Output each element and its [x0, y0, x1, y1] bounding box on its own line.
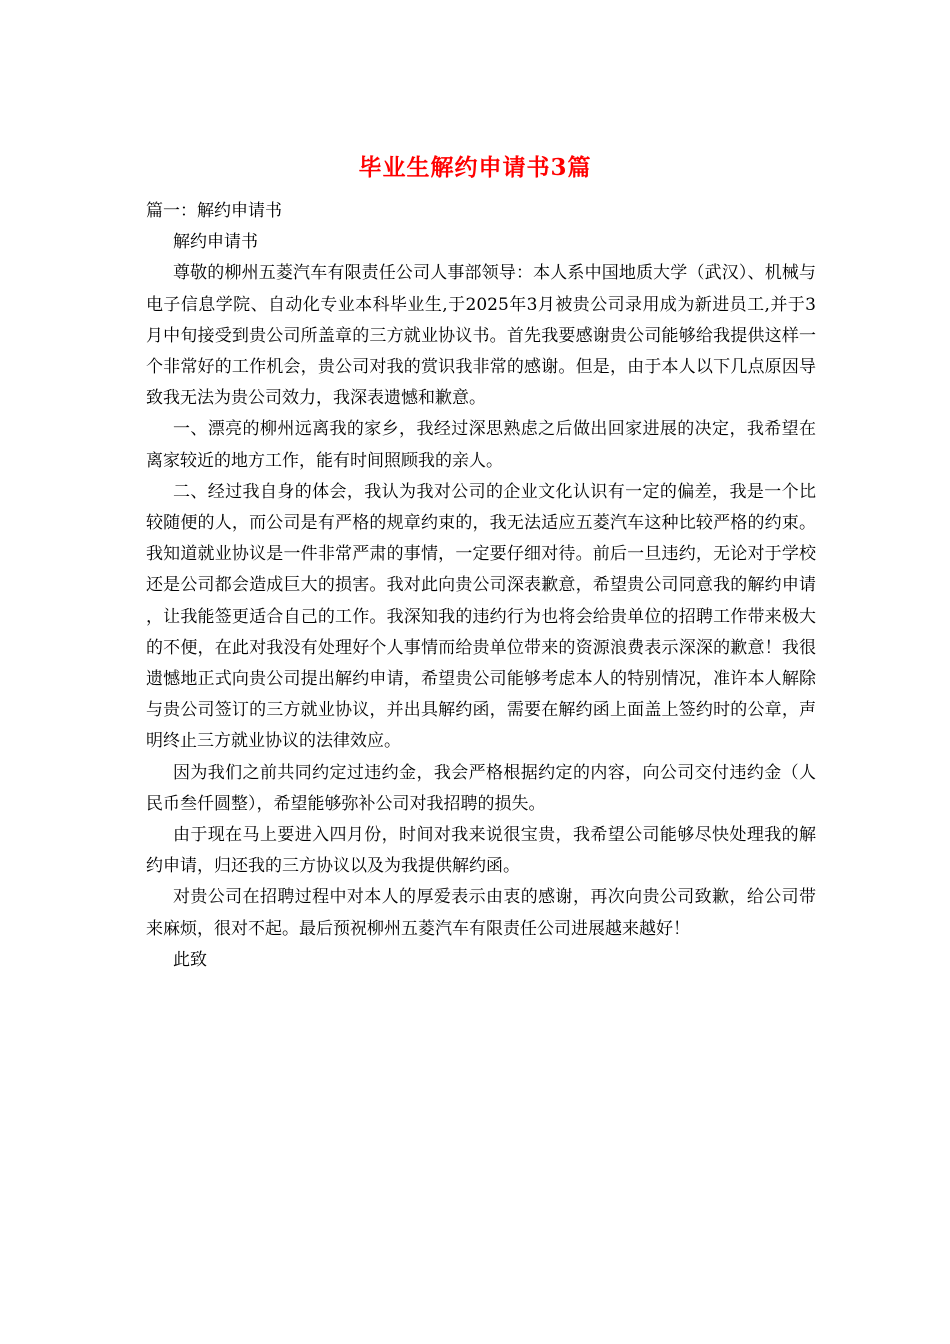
paragraph-reason-two: 二、经过我自身的体会，我认为我对公司的企业文化认识有一定的偏差，我是一个比较随便的人，而公司是有严格的规章约束的，我无法适应五菱汽车这种比较严格的约束。 我知道就业协议是一件非常严肃的事情，一定要仔细对待。前后一旦违约，无论对于学校还是公司都会造成巨大的损害。我对此向贵公司深表歉意，希望贵公司同意我的解约申请，让我能签更适合自己的工作。我深知我的违约行为也将会给贵单位的招聘工作带来极大的不便，在此对我没有处理好个人事情而给贵单位带来的资源浪费表示深深的歉意！我很遗憾地正式向贵公司提出解约申请，希望贵公司能够考虑本人的特别情况，准许本人解除与贵公司签订的三方就业协议，并出具解约函，需要在解约函上面盖上签约时的公章，声明终止三方就业协议的法律效应。 [146, 481, 816, 752]
document-body [146, 196, 816, 976]
letter-title: 解约申请书 [173, 232, 258, 253]
section-heading: 篇一：解约申请书 [146, 201, 282, 221]
paragraph-closing: 此致 [173, 949, 207, 970]
paragraph-request: 由于现在马上要进入四月份，时间对我来说很宝贵，我希望公司能够尽快处理我的解约申请，归还我的三方协议以及为我提供解约函。 [146, 825, 816, 877]
paragraph-penalty: 因为我们之前共同约定过违约金，我会严格根据约定的内容，向公司交付违约金（人民币叁仟圆整），希望能够弥补公司对我招聘的损失。 [146, 762, 816, 814]
paragraph-reason-one: 一、漂亮的柳州远离我的家乡，我经过深思熟虑之后做出回家进展的决定，我希望在离家较近的地方工作，能有时间照顾我的亲人。 [146, 419, 816, 471]
paragraph-thanks: 对贵公司在招聘过程中对本人的厚爱表示由衷的感谢，再次向贵公司致歉，给公司带来麻烦，很对不起。最后预祝柳州五菱汽车有限责任公司进展越来越好！ [146, 887, 816, 939]
document-title: 毕业生解约申请书3篇 [358, 154, 592, 181]
paragraph-salutation-intro: 尊敬的柳州五菱汽车有限责任公司人事部领导：本人系中国地质大学（武汉）、机械与电子信息学院、自动化专业本科毕业生,于2025年3月被贵公司录用成为新进员工,并于3月中旬接受到贵公司所盖章的三方就业协议书。首先我要感谢贵公司能够给我提供这样一个非常好的工作机会，贵公司对我的赏识我非常的感谢。但是，由于本人以下几点原因导致我无法为贵公司效力，我深表遗憾和歉意。 [146, 263, 816, 409]
